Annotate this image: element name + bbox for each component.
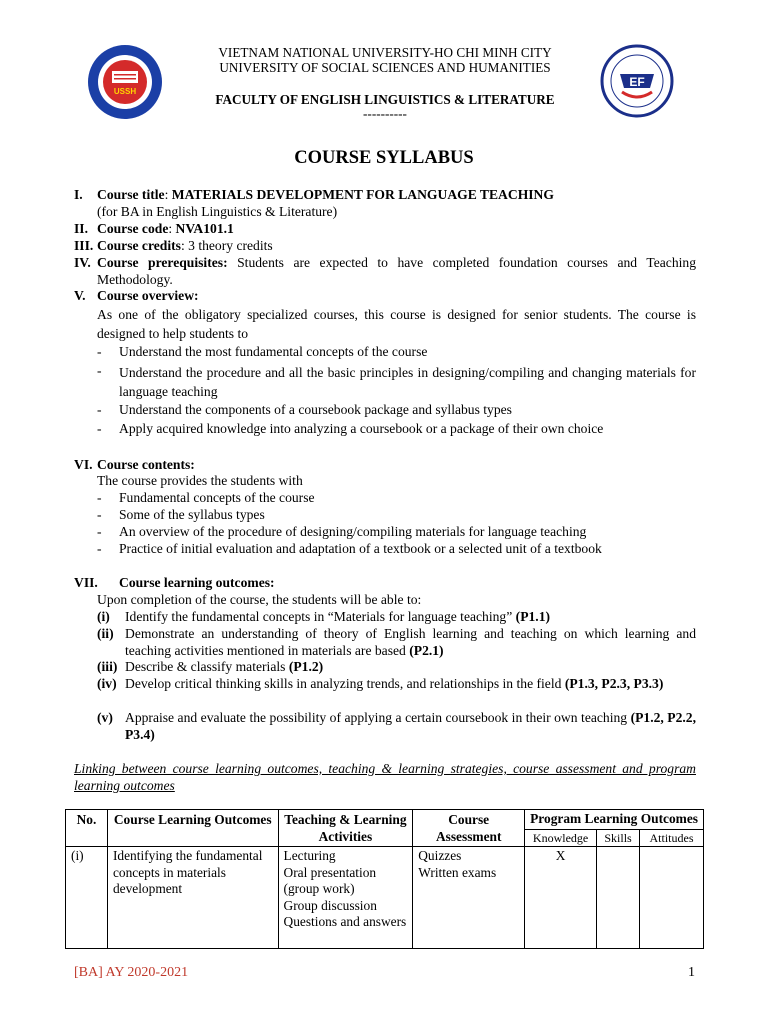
course-code-value: NVA101.1: [175, 221, 234, 236]
outcome-code: (P1.2): [288, 659, 324, 674]
table-header-row: [66, 810, 704, 830]
col-header-skills: Skills: [597, 829, 640, 846]
outcomes-heading: Course learning outcomes:: [119, 575, 275, 590]
section-6-number: VI.: [74, 457, 93, 472]
bullet-dash: -: [97, 524, 102, 539]
course-title-label: Course title: [97, 187, 165, 202]
col-header-outcomes: Course Learning Outcomes: [107, 810, 278, 847]
linking-caption: Linking between course learning outcomes, teaching & learning strategies, course assessment and program learning outcomes: [74, 761, 696, 793]
section-4-paragraph: [97, 255, 696, 288]
course-code-label: Course code: [97, 221, 169, 236]
course-credits-label: Course credits: [97, 238, 181, 253]
section-5-number: V.: [74, 288, 86, 303]
bullet-dash: -: [97, 344, 102, 359]
contents-text: The course provides the students with: [97, 473, 303, 488]
school-line: UNIVERSITY OF SOCIAL SCIENCES AND HUMANITIES: [219, 60, 551, 75]
overview-item: Understand the components of a coursebook package and syllabus types: [119, 402, 512, 417]
cell-activities: [278, 847, 413, 949]
activity-item: Lecturing: [283, 848, 336, 863]
cell-no: (i): [66, 847, 108, 949]
outcome-item: [125, 676, 696, 693]
outcome-text: Describe & classify materials: [125, 659, 289, 674]
activity-item: Group discussion: [283, 897, 377, 913]
outcome-code: (P1.2, P2.2, P3.4): [125, 710, 696, 742]
course-title-separator: :: [164, 187, 172, 202]
bullet-dash: -: [97, 541, 102, 556]
overview-item: Apply acquired knowledge into analyzing a coursebook or a package of their own choice: [119, 421, 604, 436]
bullet-dash: -: [97, 490, 102, 505]
col-header-knowledge: Knowledge: [525, 829, 597, 846]
section-1-line: [97, 187, 554, 204]
cell-skills: [597, 847, 640, 949]
outcome-item: [125, 659, 323, 676]
activity-item: Oral presentation (group work): [283, 864, 377, 896]
outcome-text: Demonstrate an understanding of theory of English learning and teaching on which learning and teaching activities mentioned in materials are based: [125, 626, 696, 658]
ussh-logo: [86, 43, 164, 121]
bullet-dash: -: [97, 507, 102, 522]
course-title-subtitle: (for BA in English Linguistics & Literature): [97, 204, 338, 219]
cell-knowledge: X: [525, 847, 597, 949]
bullet-dash: -: [97, 402, 102, 417]
outcome-number: (ii): [97, 626, 114, 641]
page-title: COURSE SYLLABUS: [294, 148, 474, 168]
outcome-text: Develop critical thinking skills in analyzing trends, and relationships in the field: [125, 676, 565, 691]
prerequisites-text: Students are expected to have completed foundation courses and Teaching Methodology.: [97, 255, 696, 287]
university-line: VIETNAM NATIONAL UNIVERSITY-HO CHI MINH CITY: [218, 45, 552, 60]
cell-attitudes: [640, 847, 704, 949]
faculty-line: FACULTY OF ENGLISH LINGUISTICS & LITERATURE: [215, 92, 555, 107]
section-1-number: I.: [74, 187, 83, 202]
overview-heading: Course overview:: [97, 288, 199, 303]
faculty-logo: [600, 44, 674, 118]
section-3-line: [97, 238, 273, 255]
assessment-item: Written exams: [418, 864, 497, 880]
contents-item: An overview of the procedure of designing/compiling materials for language teaching: [119, 524, 587, 539]
header-divider: ----------: [363, 106, 407, 121]
course-credits-value: : 3 theory credits: [180, 238, 273, 253]
table-row: [66, 847, 704, 949]
outcome-number: (v): [97, 710, 113, 725]
outcome-text: Appraise and evaluate the possibility of applying a certain coursebook in their own teaching: [125, 710, 631, 725]
col-header-no: No.: [66, 810, 108, 847]
outcome-number: (i): [97, 609, 110, 624]
activity-item: Questions and answers: [283, 914, 407, 929]
outcome-code: (P2.1): [409, 642, 444, 658]
bullet-dash: -: [97, 421, 102, 436]
outcome-number: (iii): [97, 659, 118, 674]
course-title-value: MATERIALS DEVELOPMENT FOR LANGUAGE TEACHING: [171, 187, 554, 202]
outcome-number: (iv): [97, 676, 117, 691]
ussh-logo-text: USSH: [113, 87, 137, 96]
contents-heading: Course contents:: [97, 457, 195, 472]
course-code-separator: :: [168, 221, 176, 236]
col-header-program-outcomes: Program Learning Outcomes: [525, 810, 704, 830]
col-header-activities: Teaching & Learning Activities: [278, 810, 413, 847]
footer-year: [BA] AY 2020-2021: [74, 965, 189, 980]
contents-item: Fundamental concepts of the course: [119, 490, 315, 505]
overview-item: Understand the most fundamental concepts of the course: [119, 344, 428, 359]
assessment-item: Quizzes: [418, 848, 462, 863]
col-header-assessment: Course Assessment: [413, 810, 525, 847]
outcome-code: (P1.3, P2.3, P3.3): [564, 676, 664, 691]
contents-item: Practice of initial evaluation and adaptation of a textbook or a selected unit of a textbook: [119, 541, 602, 556]
overview-item: Understand the procedure and all the basic principles in designing/compiling and changing materials for language teaching: [119, 365, 696, 399]
prerequisites-label: Course prerequisites:: [97, 255, 228, 270]
outcome-item: [125, 626, 696, 659]
contents-item: Some of the syllabus types: [119, 507, 265, 522]
overview-text: As one of the obligatory specialized courses, this course is designed for senior students. The course is designed to help students to: [97, 307, 696, 341]
section-2-line: [97, 221, 234, 238]
faculty-logo-text: EF: [629, 75, 645, 89]
outcomes-table: [65, 809, 704, 949]
section-3-number: III.: [74, 238, 94, 253]
cell-outcome: Identifying the fundamental concepts in materials development: [107, 847, 278, 949]
outcomes-text: Upon completion of the course, the students will be able to:: [97, 592, 422, 607]
outcome-item: [125, 609, 550, 626]
section-2-number: II.: [74, 221, 88, 236]
section-7-number: VII.: [74, 575, 98, 590]
cell-assessment: [413, 847, 525, 949]
outcome-text: Identify the fundamental concepts in “Materials for language teaching”: [125, 609, 516, 624]
outcome-item: [125, 710, 696, 743]
outcome-code: (P1.1): [515, 609, 551, 624]
bullet-dash: -: [97, 363, 102, 378]
section-4-number: IV.: [74, 255, 91, 270]
page-number: 1: [688, 965, 695, 980]
col-header-attitudes: Attitudes: [640, 829, 704, 846]
